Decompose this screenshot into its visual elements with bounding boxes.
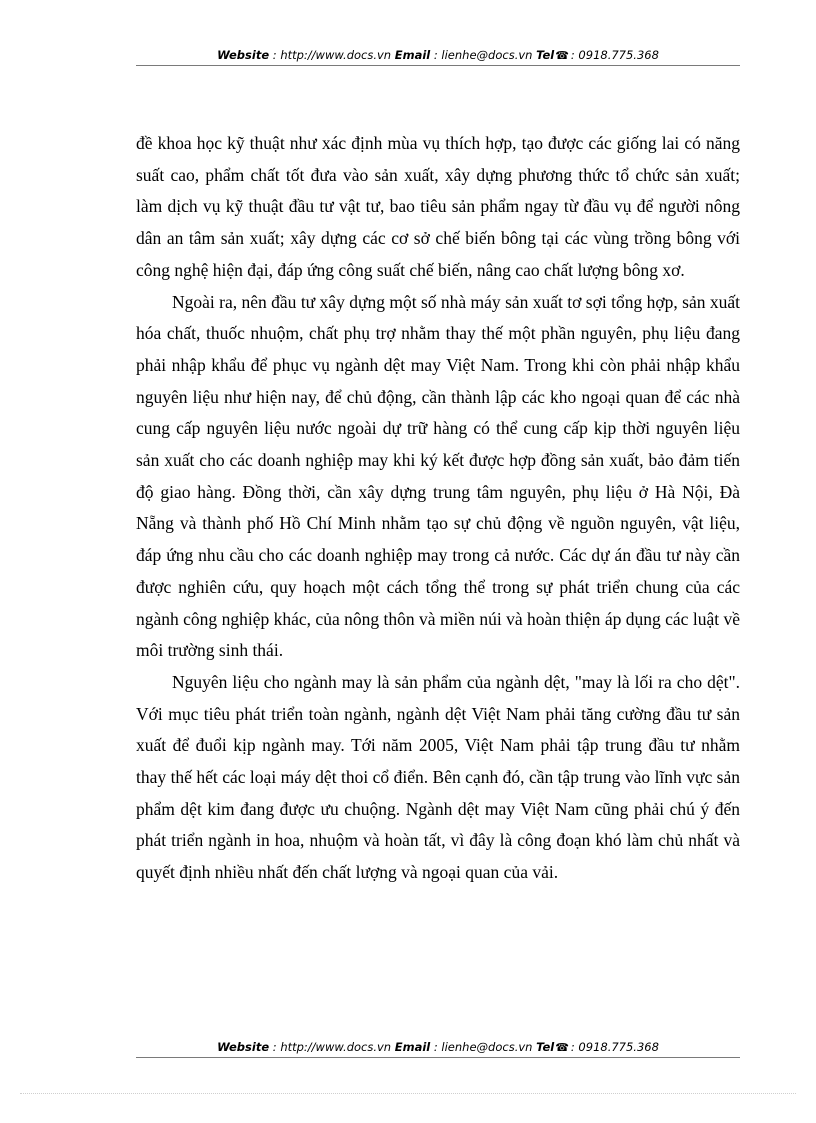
email-label: Email — [394, 48, 431, 62]
page-edge-divider — [20, 1093, 796, 1094]
website-label: Website — [217, 1040, 270, 1054]
paragraph-3: Nguyên liệu cho ngành may là sản phẩm của ngành dệt, "may là lối ra cho dệt". Với mục tiêu phát triển toàn ngành, ngành dệt Việt Nam phải tăng cường đầu tư sản xuất để đuổi kịp ngành may. Tới năm 2005, Việt Nam phải tập trung đầu tư nhằm thay thế hết các loại máy dệt thoi cổ điển. Bên cạnh đó, cần tập trung vào lĩnh vực sản phẩm dệt kim đang được ưu chuộng. Ngành dệt may Việt Nam cũng phải chú ý đến phát triển ngành in hoa, nhuộm và hoàn tất, vì đây là công đoạn khó làm chủ nhất và quyết định nhiều nhất đến chất lượng và ngoại quan của vải. — [136, 671, 740, 883]
email-value[interactable]: : lienhe@docs.vn — [430, 1040, 537, 1054]
tel-value: : 0918.775.368 — [570, 1040, 659, 1054]
email-value[interactable]: : lienhe@docs.vn — [430, 48, 537, 62]
tel-label: Tel — [536, 1040, 555, 1054]
tel-value: : 0918.775.368 — [570, 48, 659, 62]
website-value[interactable]: : http://www.docs.vn — [269, 48, 395, 62]
document-body — [136, 128, 740, 889]
website-label: Website — [217, 48, 270, 62]
website-value[interactable]: : http://www.docs.vn — [269, 1040, 395, 1054]
tel-label: Tel — [536, 48, 555, 62]
paragraph-2: Ngoài ra, nên đầu tư xây dựng một số nhà máy sản xuất tơ sợi tổng hợp, sản xuất hóa chất, thuốc nhuộm, chất phụ trợ nhằm thay thế một phần nguyên, phụ liệu đang phải nhập khẩu để phục vụ ngành dệt may Việt Nam. Trong khi còn phải nhập khẩu nguyên liệu như hiện nay, để chủ động, cần thành lập các kho ngoại quan để các nhà cung cấp nguyên liệu nước ngoài dự trữ hàng có thể cung cấp kịp thời nguyên liệu sản xuất cho các doanh nghiệp may khi ký kết được hợp đồng sản xuất, bảo đảm tiến độ giao hàng. Đồng thời, cần xây dựng trung tâm nguyên, phụ liệu ở Hà Nội, Đà Nẵng và thành phố Hồ Chí Minh nhằm tạo sự chủ động về nguồn nguyên, vật liệu, đáp ứng nhu cầu cho các doanh nghiệp may trong cả nước. Các dự án đầu tư này cần được nghiên cứu, quy hoạch một cách tổng thể trong sự phát triển chung của các ngành công nghiệp khác, của nông thôn và miền núi và hoàn thiện áp dụng các luật về môi trường sinh thái. — [136, 291, 740, 661]
paragraph-1: đề khoa học kỹ thuật như xác định mùa vụ thích hợp, tạo được các giống lai có năng suất cao, phẩm chất tốt đưa vào sản xuất, xây dựng phương thức tổ chức sản xuất; làm dịch vụ kỹ thuật đầu tư vật tư, bao tiêu sản phẩm ngay từ đầu vụ để người nông dân an tâm sản xuất; xây dựng các cơ sở chế biến bông tại các vùng trồng bông với công nghệ hiện đại, đáp ứng công suất chế biến, nâng cao chất lượng bông xơ. — [136, 133, 740, 280]
email-label: Email — [394, 1040, 431, 1054]
page-header — [136, 48, 740, 66]
phone-icon: ☎ — [555, 1041, 569, 1054]
page-footer — [136, 1040, 740, 1058]
phone-icon: ☎ — [555, 49, 569, 62]
